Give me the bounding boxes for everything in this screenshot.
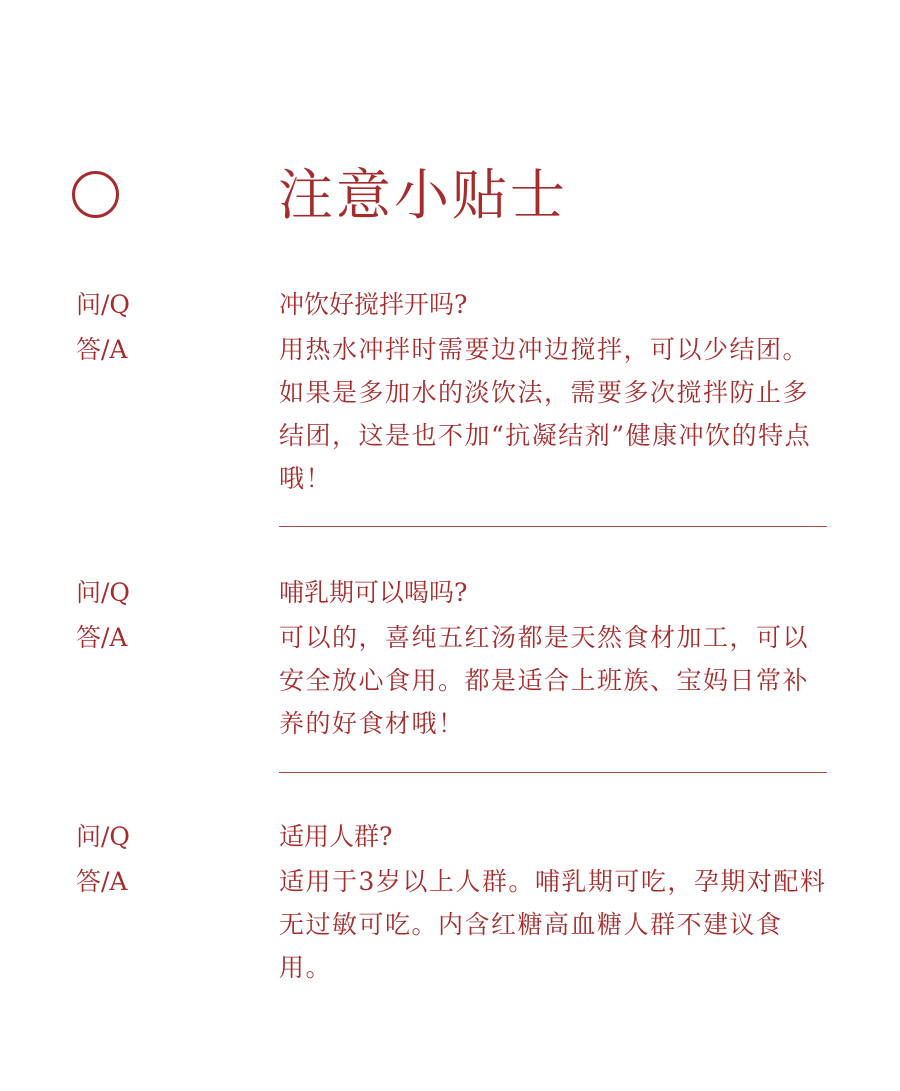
answer-tag: 答/A [76, 623, 128, 652]
question-tag: 问/Q [76, 578, 130, 607]
question-tag: 问/Q [76, 822, 130, 851]
answer-text: 可以的，喜纯五红汤都是天然食材加工，可以安全放心食用。都是适合上班族、宝妈日常补养的好食材哦！ [279, 623, 810, 738]
answer-text: 适用于3岁以上人群。哺乳期可吃，孕期对配料无过敏可吃。内含红糖高血糖人群不建议食用。 [279, 867, 827, 982]
divider [279, 772, 827, 773]
page-title: 注意小贴士 [278, 163, 569, 227]
answer-tag: 答/A [76, 867, 128, 896]
question-text: 冲饮好搅拌开吗? [279, 290, 468, 319]
answer-text: 用热水冲拌时需要边冲边搅拌，可以少结团。如果是多加水的淡饮法，需要多次搅拌防止多结团，这是也不加“抗凝结剂”健康冲饮的特点哦！ [279, 335, 812, 493]
question-tag: 问/Q [76, 290, 130, 319]
question-text: 哺乳期可以喝吗? [279, 578, 468, 607]
answer-tag: 答/A [76, 335, 128, 364]
question-text: 适用人群? [279, 822, 393, 851]
circle-icon [72, 171, 119, 218]
divider [279, 526, 827, 527]
